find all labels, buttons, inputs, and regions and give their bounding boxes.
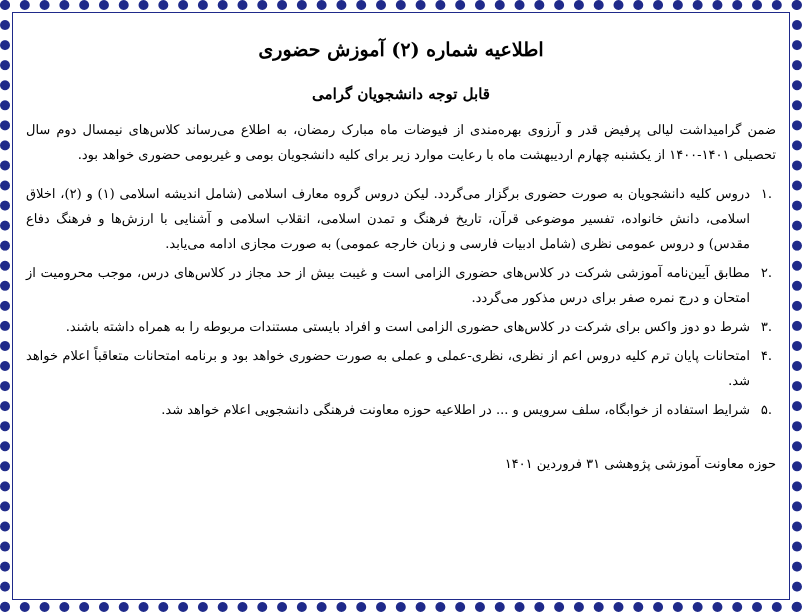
list-item-text: دروس کلیه دانشجویان به صورت حضوری برگزار می‌گردد. لیکن دروس گروه معارف اسلامی (شامل اندیشه اسلامی (۱) و (۲)، اخلاق اسلامی، دانش خانواده، تفسیر موضوعی قرآن، تاریخ فرهنگ و تمدن اسلامی، انقلاب اسلامی و آشنایی با ارزش‌ها و فرهنگ دفاع مقدس) و دروس عمومی نظری (شامل ادبیات فارسی و زبان خارجه عمومی) به صورت مجازی ادامه می‌یابد. — [26, 187, 750, 252]
list-item — [26, 182, 776, 257]
list-item-text: شرایط استفاده از خوابگاه، سلف سرویس و ... در اطلاعیه حوزه معاونت فرهنگی دانشجویی اعلام خواهد شد. — [161, 403, 750, 418]
list-item — [26, 398, 776, 423]
list-item-text: امتحانات پایان ترم کلیه دروس اعم از نظری، نظری-عملی و عملی به صورت حضوری خواهد بود و برنامه امتحانات متعاقباً اعلام خواهد شد. — [26, 349, 750, 389]
list-item — [26, 344, 776, 394]
rules-list — [26, 182, 776, 423]
list-item-number: .۲ — [760, 266, 772, 281]
list-item — [26, 315, 776, 340]
list-item — [26, 261, 776, 311]
list-item-number: .۴ — [760, 349, 772, 364]
intro-paragraph: ضمن گرامیداشت لیالی پرفیض قدر و آرزوی بهره‌مندی از فیوضات ماه مبارک رمضان، به اطلاع می‌رساند کلاس‌های نیمسال دوم سال تحصیلی ۱۴۰۱-۱۴۰۰ از یکشنبه چهارم اردیبهشت ماه با رعایت موارد زیر برای کلیه دانشجویان بومی و غیربومی حضوری خواهد بود. — [26, 123, 776, 163]
announcement-body — [26, 30, 776, 477]
list-item-text: مطابق آیین‌نامه آموزشی شرکت در کلاس‌های حضوری الزامی است و غیبت بیش از حد مجاز در کلاس‌های درس، موجب محرومیت از امتحان و درج نمره صفر برای درس مذکور می‌گردد. — [26, 266, 750, 306]
list-item-text: شرط دو دوز واکس برای شرکت در کلاس‌های حضوری الزامی است و افراد بایستی مستندات مربوطه را به همراه داشته باشند. — [65, 320, 750, 335]
list-item-number: .۱ — [760, 187, 772, 202]
announcement-subtitle: قابل توجه دانشجویان گرامی — [312, 85, 490, 103]
list-item-number: .۵ — [760, 403, 772, 418]
announcement-title: اطلاعیه شماره (۲) آموزش حضوری — [258, 39, 544, 61]
signature-line: حوزه معاونت آموزشی پژوهشی ۳۱ فروردین ۱۴۰۱ — [504, 457, 776, 472]
list-item-number: .۳ — [760, 320, 772, 335]
